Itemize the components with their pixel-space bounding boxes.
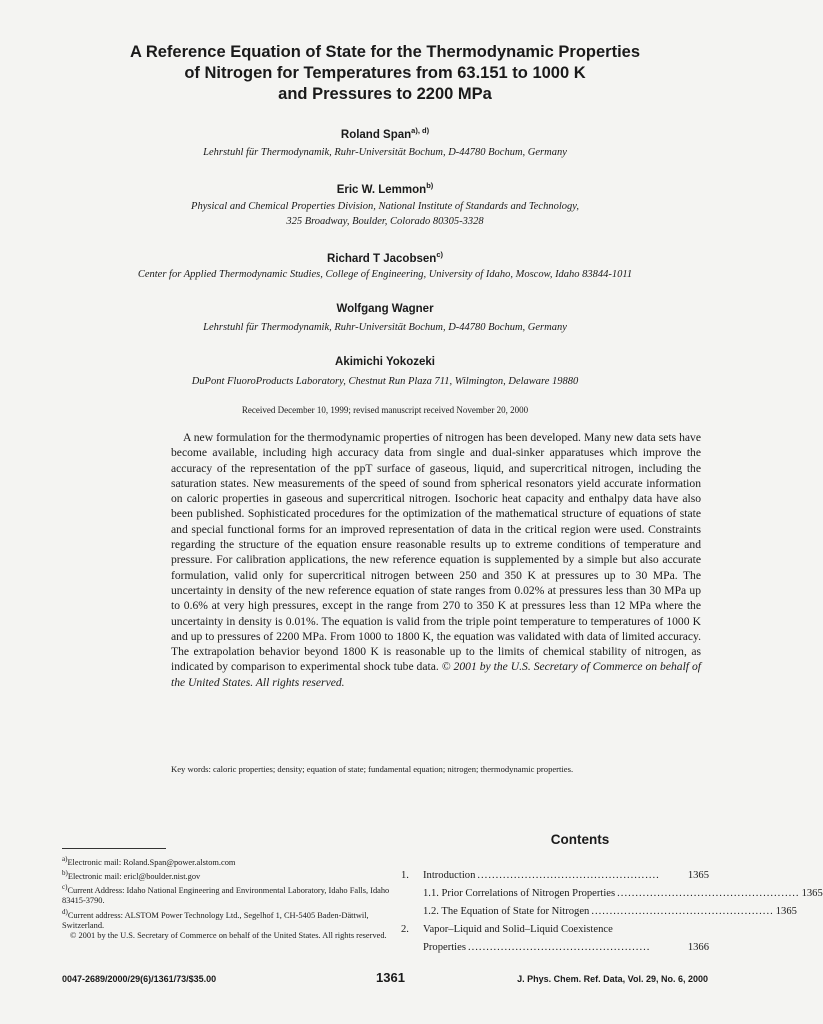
footnotes xyxy=(62,854,392,941)
contents-heading: Contents xyxy=(550,832,610,847)
footnote: $^{a)}$Electronic mail: Roland.Span@power.alstom.com xyxy=(62,855,236,867)
author-name: Wolfgang Wagner xyxy=(336,303,434,315)
author-affiliation: Lehrstuhl für Thermodynamik, Ruhr-Universität Bochum, D-44780 Bochum, Germany xyxy=(203,147,567,158)
toc-entry[interactable]: 1.1. Prior Correlations of Nitrogen Properties .................................................. 1365 xyxy=(423,888,823,899)
author-name: Roland Span$^{a), d)}$ xyxy=(340,126,430,141)
title-line-1: A Reference Equation of State for the Thermodynamic Properties xyxy=(129,43,641,61)
author-affiliation: Center for Applied Thermodynamic Studies, College of Engineering, University of Idaho, Moscow, Idaho 83844-1011 xyxy=(137,269,633,280)
footer-doi: 0047-2689/2000/29(6)/1361/73/$35.00 xyxy=(62,974,217,984)
abstract xyxy=(171,430,701,690)
table-of-contents xyxy=(401,870,823,960)
footnote: © 2001 by the U.S. Secretary of Commerce on behalf of the United States. All rights reserved. xyxy=(70,930,387,940)
received-dates: Received December 10, 1999; revised manuscript received November 20, 2000 xyxy=(241,405,529,415)
abstract-copyright: © 2001 by the U.S. Secretary of Commerce on behalf of the United States. All rights reserved. xyxy=(171,660,702,689)
abstract-body: A new formulation for the thermodynamic properties of nitrogen has been developed. Many new data sets have become available, including high accuracy data from single and dual-sinker apparatuses which improve the accuracy of the representation of the ppT surface of gaseous, liquid, and supercritical nitrogen, including the saturation states. New measurements of the speed of sound from spherical resonators yield accurate information on caloric properties in gaseous and supercritical nitrogen. Isochoric heat capacity and enthalpy data have also been published. Sophisticated procedures for the optimization of the mathematical structure of equations of state and special functional forms for an improved representation of data in the critical region were used. Constraints regarding the structure of the equation ensure reasonable results up to extreme conditions of temperature and pressure. For calibration applications, the new reference equation is supplemented by a simple but also accurate formulation, valid only for supercritical nitrogen between 250 and 350 K at pressures up to 30 MPa. The uncertainty in density of the new reference equation of state ranges from 0.02% at pressures less than 30 MPa up to 0.6% at very high pressures, except in the range from 270 to 350 K at pressures less than 12 MPa where the uncertainty in density is 0.01%. The equation is valid from the triple point temperature to temperatures of 1000 K and up to pressures of 2200 MPa. From 1000 to 1800 K, the equation was validated with data of limited accuracy. The extrapolation behavior beyond 1800 K is reasonable up to the limits of chemical stability of nitrogen, as indicated by comparison to experimental shock tube data. xyxy=(171,431,701,674)
footnote: $^{c)}$Current Address: Idaho National Engineering and Environmental Laboratory, Idaho Falls, Idaho 83415-3790. xyxy=(62,883,390,906)
page-number: 1361 xyxy=(376,970,405,985)
toc-entry[interactable]: 1. Introduction .................................................. 1365 xyxy=(401,870,709,881)
author-affiliation: Lehrstuhl für Thermodynamik, Ruhr-Universität Bochum, D-44780 Bochum, Germany xyxy=(203,322,567,333)
title-line-2: of Nitrogen for Temperatures from 63.151 to 1000 K xyxy=(184,64,586,82)
toc-entry[interactable]: 1.2. The Equation of State for Nitrogen .................................................. 1365 xyxy=(423,906,797,917)
author-name: Akimichi Yokozeki xyxy=(335,356,435,368)
toc-entry[interactable]: 2. Vapor–Liquid and Solid–Liquid Coexistence xyxy=(401,924,613,935)
title-line-3: and Pressures to 2200 MPa xyxy=(278,85,492,103)
author-affiliation: DuPont FluoroProducts Laboratory, Chestnut Run Plaza 711, Wilmington, Delaware 19880 xyxy=(191,376,579,387)
footnote: $^{b)}$Electronic mail: ericl@boulder.nist.gov xyxy=(62,869,201,881)
author-affiliation: Physical and Chemical Properties Division, National Institute of Standards and Technology, 325 Broadway, Boulder, Colorado 80305-3328 xyxy=(191,201,579,227)
author-name: Richard T Jacobsen$^{c)}$ xyxy=(327,250,443,265)
toc-entry[interactable]: Properties .................................................. 1366 xyxy=(423,942,709,953)
keywords: Key words: caloric properties; density; equation of state; fundamental equation; nitrogen; thermodynamic properties. xyxy=(171,764,574,774)
footnote: $^{d)}$Current address: ALSTOM Power Technology Ltd., Segelhof 1, CH-5405 Baden-Dättwil, Switzerland. xyxy=(62,907,369,930)
footnote-divider xyxy=(62,848,166,849)
author-name: Eric W. Lemmon$^{b)}$ xyxy=(336,181,434,196)
paper-title xyxy=(60,42,710,105)
footer-journal: J. Phys. Chem. Ref. Data, Vol. 29, No. 6, 2000 xyxy=(517,974,708,984)
